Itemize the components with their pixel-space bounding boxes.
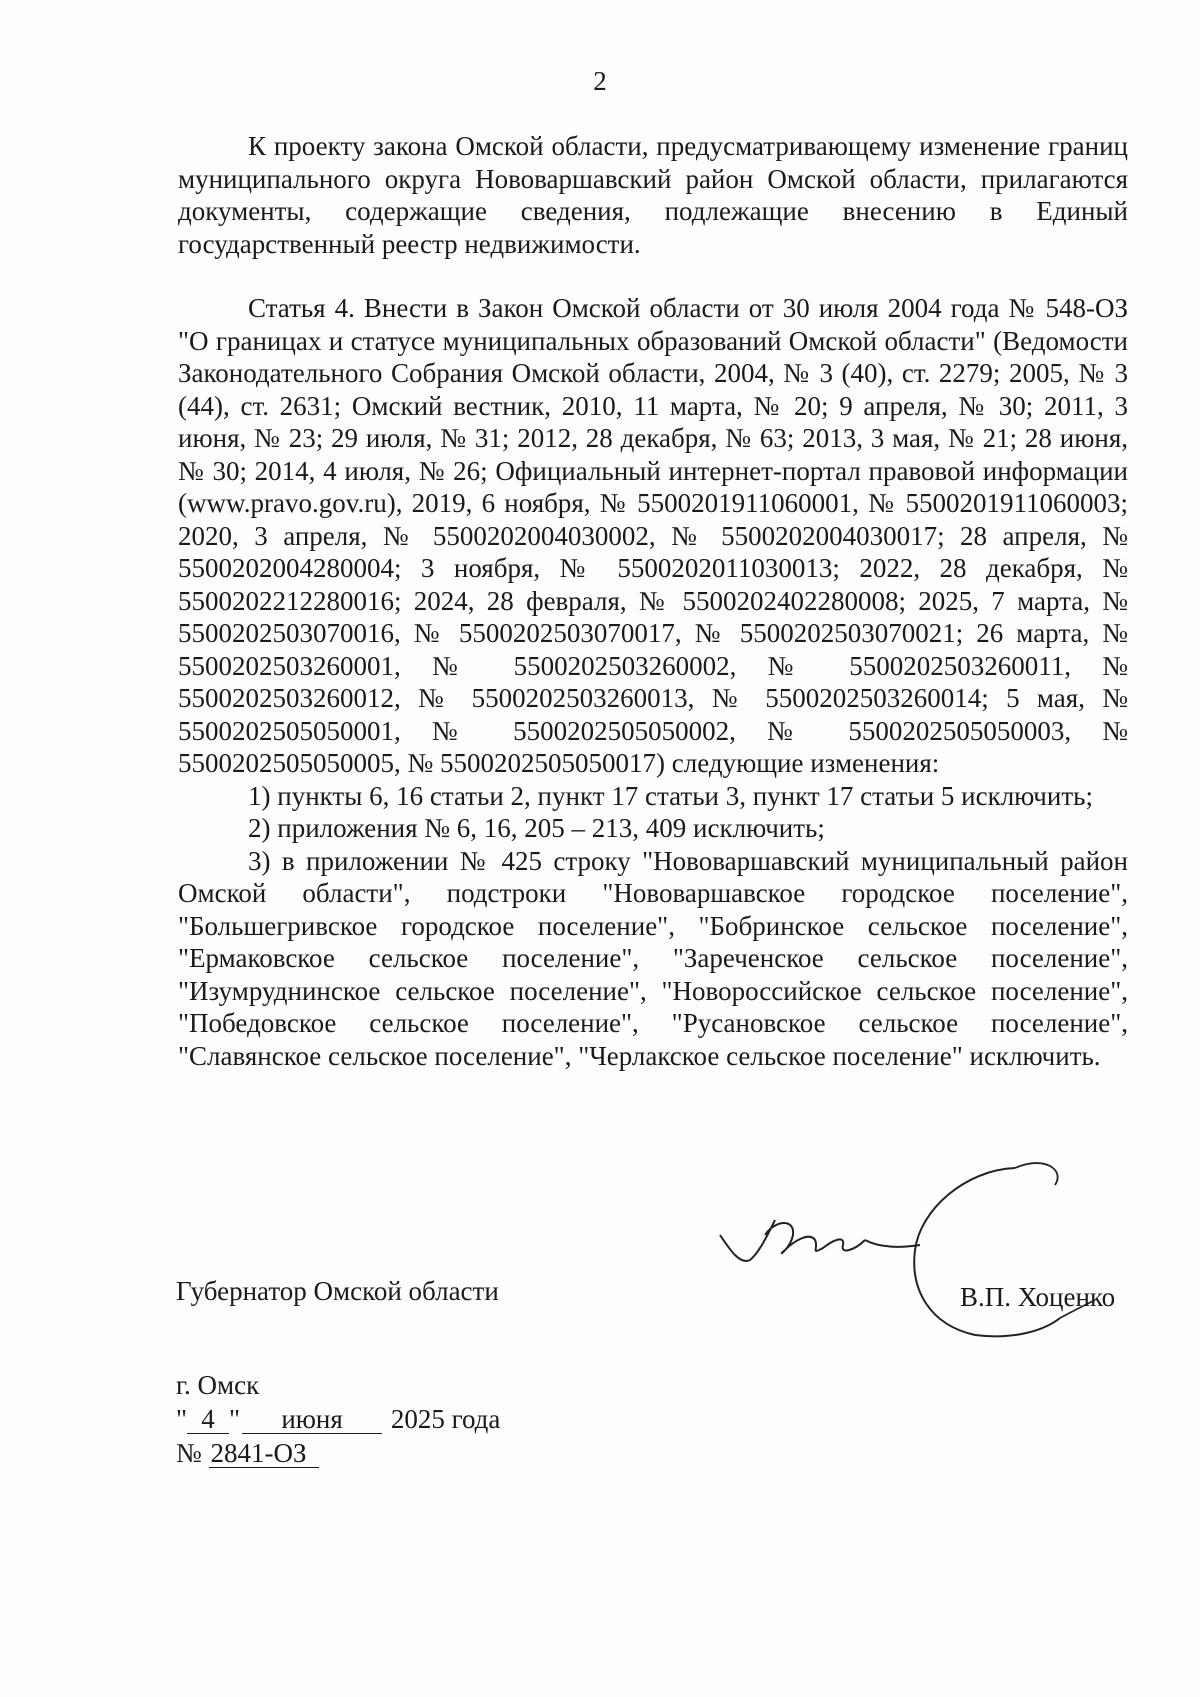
city-line: г. Омск <box>176 1370 260 1400</box>
date-year: 2025 года <box>390 1404 501 1434</box>
date-quote-close: " <box>229 1404 241 1434</box>
amendment-item-1: 1) пункты 6, 16 статьи 2, пункт 17 статьи 3, пункт 17 статьи 5 исключить; <box>248 780 1093 811</box>
amendment-item-3: 3) в приложении № 425 строку "Нововаршавский муниципальный район Омской области", подстроки "Нововаршавское городское поселение", "Большегривское городское поселение", "Бобринское сельское поселение", "Ермаковское сельское поселение", "Зареченское сельское поселение", "Изумруднинское сельское поселение", "Новороссийское сельское поселение", "Победовское сельское поселение", "Русановское сельское поселение", "Славянское сельское поселение", "Черлакское сельское поселение" исключить. <box>178 845 1128 1071</box>
governor-title: Губернатор Омской области <box>176 1276 499 1306</box>
amendment-item-2: 2) приложения № 6, 16, 205 – 213, 409 исключить; <box>248 813 825 843</box>
date-quote-open: " <box>176 1404 188 1434</box>
date-line <box>176 1402 500 1436</box>
governor-name: В.П. Хоценко <box>960 1282 1116 1312</box>
law-number-line <box>176 1436 500 1470</box>
date-day: 4 <box>187 1405 229 1434</box>
attachment-paragraph: К проекту закона Омской области, предусматривающему изменение границ муниципального округа Нововаршавский район Омской области, прилагаются документы, содержащие сведения, подлежащие внесению в Единый государственный реестр недвижимости. <box>178 131 1128 259</box>
law-number-prefix: № <box>176 1438 202 1468</box>
article-4-block <box>178 292 1128 1072</box>
attachment-paragraph-block <box>178 130 1128 260</box>
document-footer <box>176 1368 500 1470</box>
page-number: 2 <box>593 66 607 96</box>
date-month: июня <box>242 1405 382 1434</box>
article-4-paragraph: Статья 4. Внести в Закон Омской области от 30 июля 2004 года № 548-ОЗ "О границах и статусе муниципальных образований Омской области" (Ведомости Законодательного Собрания Омской области, 2004, № 3 (40), ст. 2279; 2005, № 3 (44), ст. 2631; Омский вестник, 2010, 11 марта, № 20; 9 апреля, № 30; 2011, 3 июня, № 23; 29 июля, № 31; 2012, 28 декабря, № 63; 2013, 3 мая, № 21; 28 июня, № 30; 2014, 4 июля, № 26; Официальный интернет-портал правовой информации (www.pravo.gov.ru), 2019, 6 ноября, № 5500201911060001, № 5500201911060003; 2020, 3 апреля, № 5500202004030002, № 5500202004030017; 28 апреля, № 5500202004280004; 3 ноября, № 5500202011030013; 2022, 28 декабря, № 5500202212280016; 2024, 28 февраля, № 5500202402280008; 2025, 7 марта, № 5500202503070016, № 5500202503070017, № 5500202503070021; 26 марта, № 5500202503260001, № 5500202503260002, № 5500202503260011, № 5500202503260012, № 5500202503260013, № 5500202503260014; 5 мая, № 5500202505050001, № 5500202505050002, № 5500202505050003, № 5500202505050005, № 5500202505050017) следующие изменения: <box>178 293 1128 778</box>
law-number: 2841-ОЗ <box>209 1439 319 1468</box>
